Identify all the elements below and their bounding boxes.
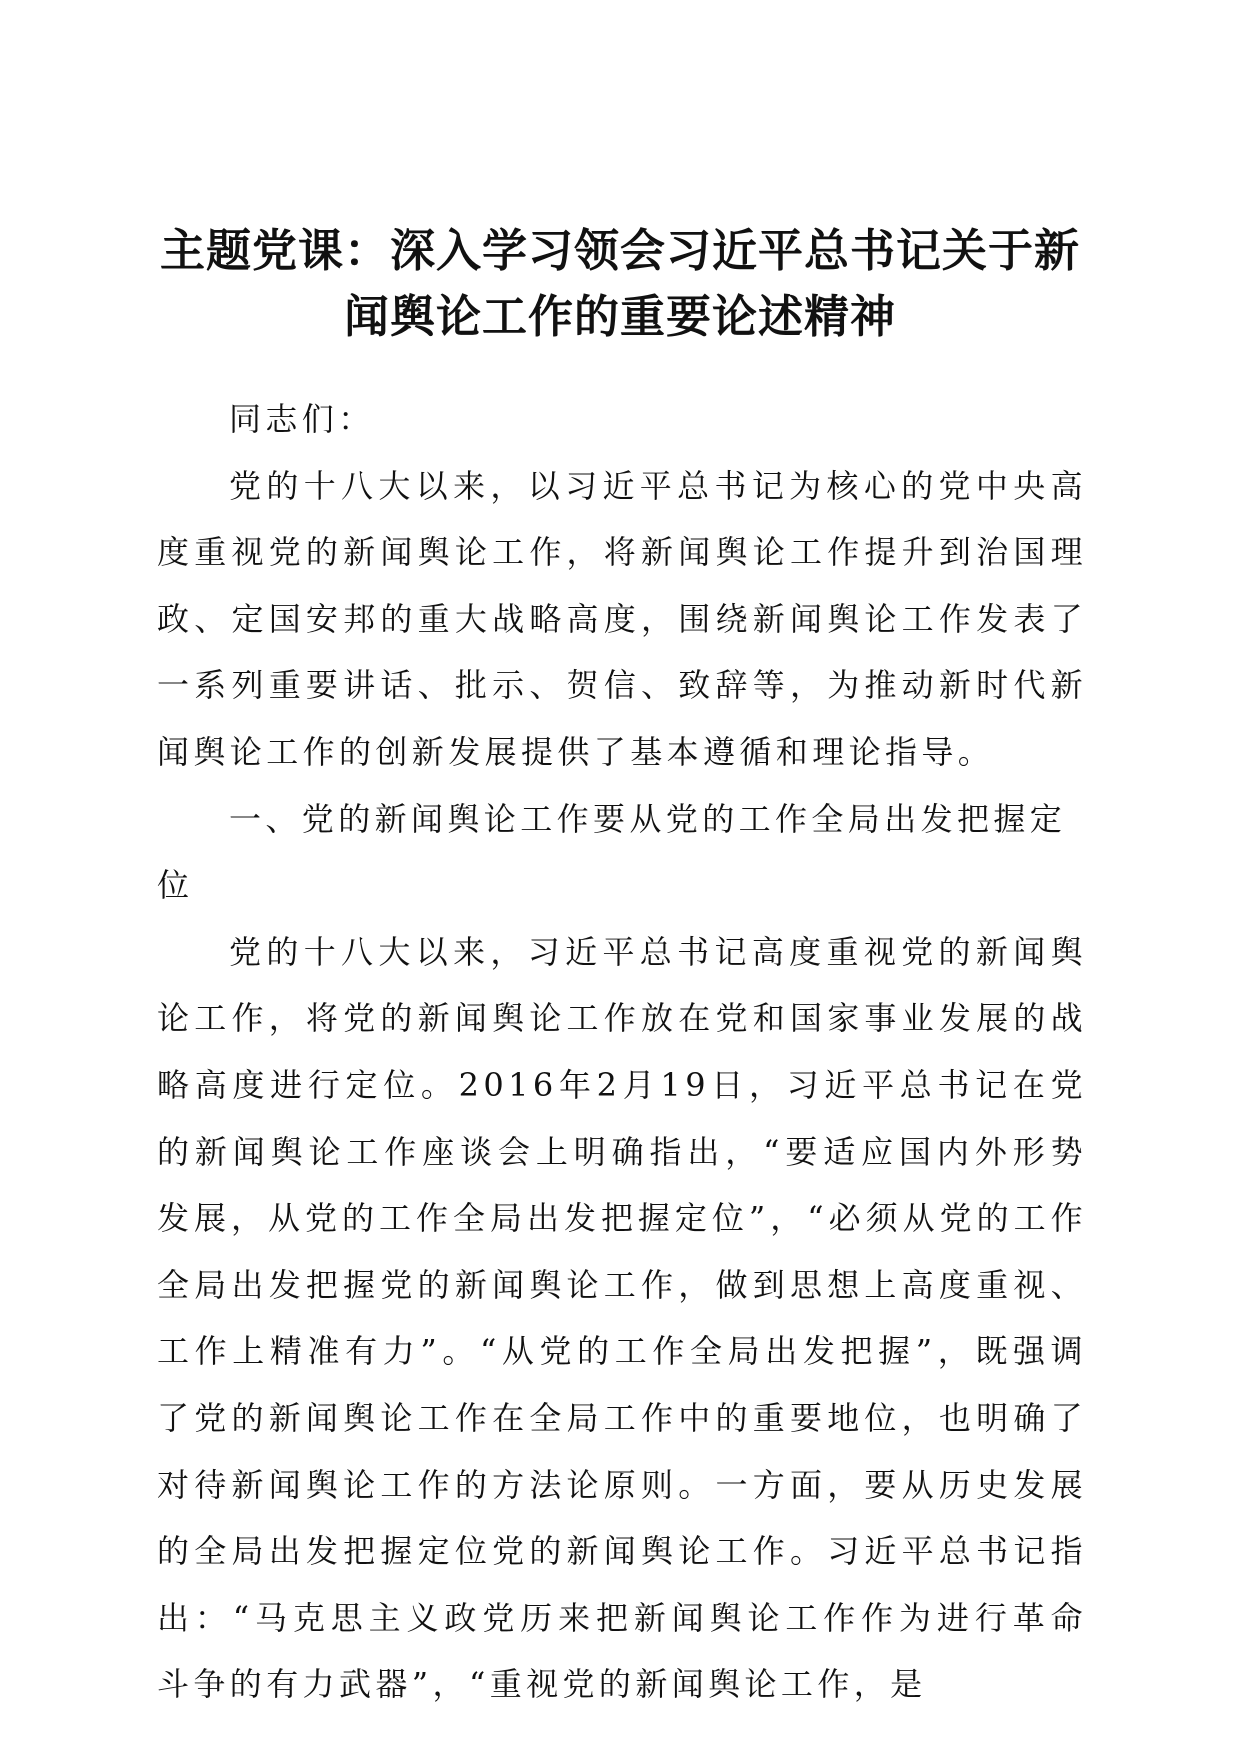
salutation: 同志们： <box>229 400 375 438</box>
paragraph-section-1: 党的十八大以来，习近平总书记高度重视党的新闻舆论工作，将党的新闻舆论工作放在党和国家事业发展的战略高度进行定位。2016年2月19日，习近平总书记在党的新闻舆论工作座谈会上明确指出，“要适应国内外形势发展，从党的工作全局出发把握定位”，“必须从党的工作全局出发把握党的新闻舆论工作，做到思想上高度重视、工作上精准有力”。“从党的工作全局出发把握”，既强调了党的新闻舆论工作在全局工作中的重要地位，也明确了对待新闻舆论工作的方法论原则。一方面，要从历史发展的全局出发把握定位党的新闻舆论工作。习近平总书记指出：“马克思主义政党历来把新闻舆论工作作为进行革命斗争的有力武器”，“重视党的新闻舆论工作，是 <box>157 932 1087 1704</box>
title-line-1: 主题党课：深入学习领会习近平总书记关于新 <box>159 224 1080 277</box>
paragraph-intro: 党的十八大以来，以习近平总书记为核心的党中央高度重视党的新闻舆论工作，将新闻舆论工作提升到治国理政、定国安邦的重大战略高度，围绕新闻舆论工作发表了一系列重要讲话、批示、贺信、致辞等，为推动新时代新闻舆论工作的创新发展提供了基本遵循和理论指导。 <box>157 466 1087 771</box>
section-heading-1: 一、党的新闻舆论工作要从党的工作全局出发把握定位 <box>157 799 1067 905</box>
document-body <box>157 386 1087 1718</box>
title-line-2: 闻舆论工作的重要论述精神 <box>343 290 896 343</box>
document-title <box>150 218 1090 350</box>
